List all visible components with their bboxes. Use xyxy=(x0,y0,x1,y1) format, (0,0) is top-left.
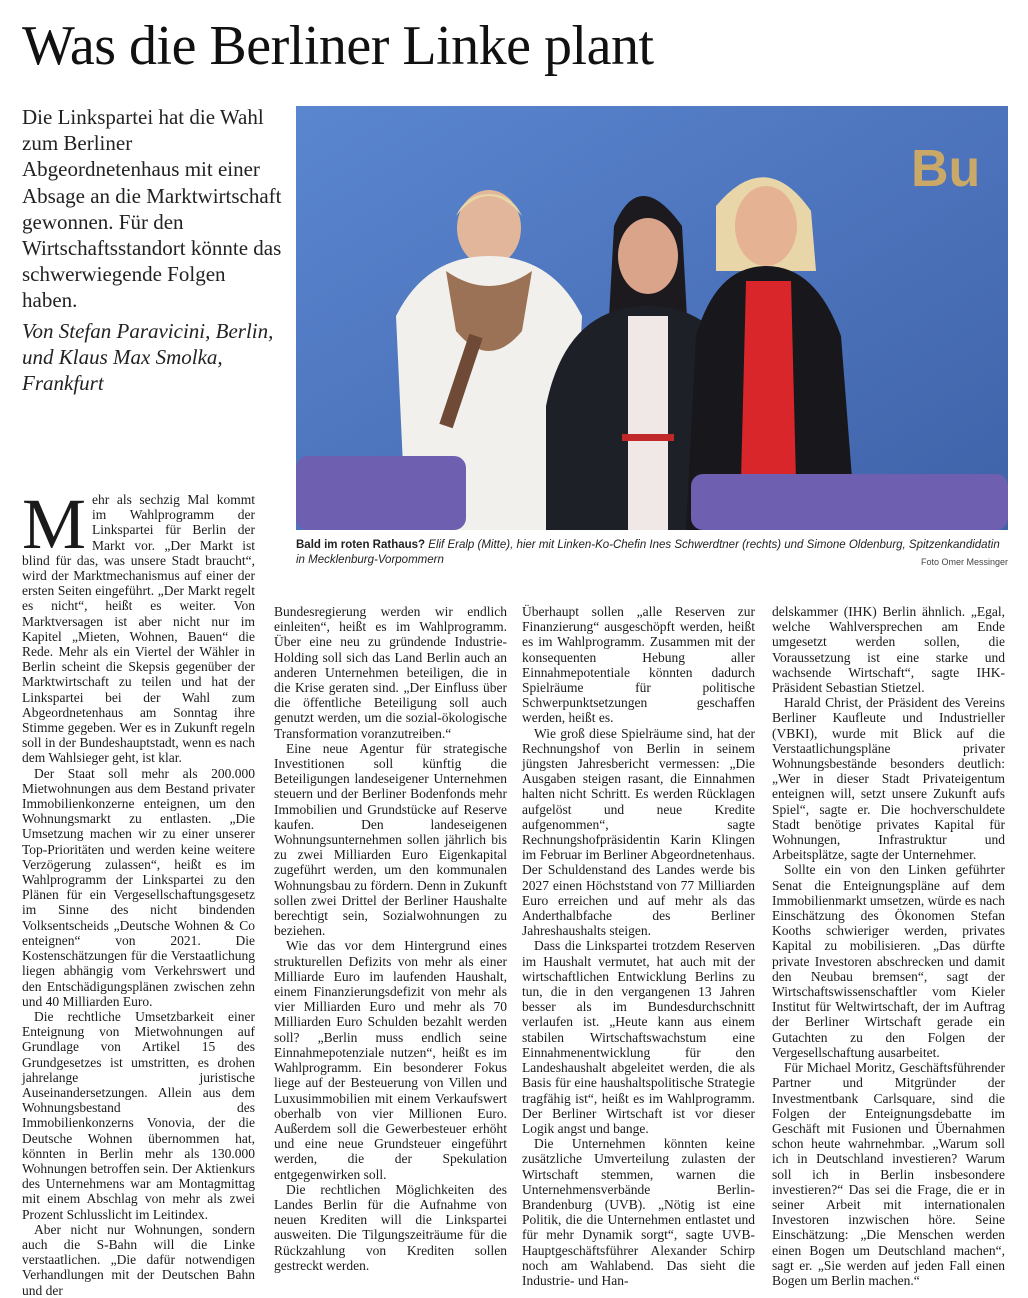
column-4 xyxy=(772,604,1005,1288)
caption-label: Bald im roten Rathaus? xyxy=(296,539,426,551)
podium-left xyxy=(296,456,466,530)
lead xyxy=(22,104,284,396)
article-photo xyxy=(296,106,1008,530)
paragraph: Bundesregierung werden wir endlich einleiten“, heißt es im Wahlprogramm. Über eine neu zu gründende Industrie-Holding soll sich das Land Berlin auch an anderen Unternehmen beteiligen, die in die Krise geraten sind. „Der Einfluss über die öffentliche Beteiligung soll auch genutzt werden, um die sozial-ökologische Transformation voranzutreiben.“ xyxy=(274,604,507,741)
paragraph: Dass die Linkspartei trotzdem Reserven im Haushalt vermutet, hat auch mit der wirtschaftlichen Entwicklung Berlins zu tun, die in den vergangenen 13 Jahren besser als im Bundesdurchschnitt verlaufen ist. „Heute kann aus einem stabilen Wirtschaftswachstum eine Einnahmenentwicklung für den Landeshaushalt abgeleitet werden, die als Basis für eine haushaltspolitische Strategie tragfähig ist“, heißt es im Wahlprogramm. Der Berliner Wirtschaft ist vor dieser Logik angst und bange. xyxy=(522,938,755,1136)
dropcap: M xyxy=(22,484,87,564)
paragraph: Wie groß diese Spielräume sind, hat der Rechnungshof von Berlin in seinem jüngsten Jahresbericht vermessen: „Die Ausgaben steigen rasant, die Einnahmen halten nicht Schritt. Es werden Rücklagen aufgelöst und neue Kredite aufgenommen“, sagte Rechnungshofpräsidentin Karin Klingen im Februar im Berliner Abgeordnetenhaus. Der Schuldenstand des Landes werde bis 2027 einen Höchststand von 77 Milliarden Euro erreichen und auf mehr als das Anderthalbfache des Berliner Jahreshaushalts steigen. xyxy=(522,725,755,939)
photo-caption xyxy=(296,538,1008,568)
paragraph: Die rechtliche Umsetzbarkeit einer Enteignung von Mietwohnungen auf Grundlage von Artikel 15 des Grundgesetzes ist umstritten, es drohen jahrelange juristische Auseinandersetzungen. Allein aus dem Wohnungsbestand des Immobilienkonzerns Vonovia, der die Deutsche Wohnen übernommen hat, könnten in Berlin mehr als 130.000 Wohnungen betroffen sein. Der Aktienkurs des Unternehmens war am Montagmittag mit einem Abschlag von mehr als zwei Prozent Schlusslicht im Leitindex. xyxy=(22,1008,255,1222)
paragraph: Eine neue Agentur für strategische Investitionen soll künftig die Beteiligungen landeseigener Unternehmen steuern und der Berliner Bodenfonds mehr Immobilien und Grundstücke auf Reserve kaufen. Den landeseigenen Wohnungsunternehmen sollen jährlich bis zu zwei Milliarden Euro Eigenkapital zugeführt werden, um den kommunalen Wohnungsbau zu fördern. Denn in Zukunft sollen zwei Drittel der Berliner Haushalte berechtigt sein, Sozialwohnungen zu beziehen. xyxy=(274,740,507,939)
paragraph: Die Unternehmen könnten keine zusätzliche Umverteilung zulasten der Wirtschaft stemmen, warnen die Unternehmensverbände Berlin-Brandenburg (UVB). „Nötig ist eine Politik, die die Unternehmen entlastet und für mehr Dynamik sorgt“, sagte UVB-Hauptgeschäftsführer Alexander Schirp noch am Wahlabend. Das sieht die Industrie- und Han- xyxy=(522,1136,755,1288)
paragraph: delskammer (IHK) Berlin ähnlich. „Egal, welche Wahlversprechen am Ende umgesetzt werden sollen, die Voraussetzung ist eine starke und wachsende Wirtschaft“, sagte IHK-Präsident Sebastian Stietzel. xyxy=(772,604,1005,696)
photo-illustration xyxy=(296,106,1008,530)
paragraph: Wie das vor dem Hintergrund eines strukturellen Defizits von mehr als einer Milliarde Euro im laufenden Haushalt, einem Finanzierungsdefizit von mehr als vier Milliarden Euro und mehr als 70 Milliarden Euro Schulden bezahlt werden soll? „Berlin muss endlich seine Einnahmepotenziale nutzen“, heißt es im Wahlprogramm. Ein besonderer Fokus liege auf der Besteuerung von Villen und Luxusimmobilien mit einem Verkaufswert oberhalb von vier Millionen Euro. Außerdem soll die Gewerbesteuer erhöht und eine neue Grundsteuer eingeführt werden, die der Spekulation entgegenwirken soll. xyxy=(274,938,507,1182)
paragraph: Überhaupt sollen „alle Reserven zur Finanzierung“ ausgeschöpft werden, heißt es im Wahlprogramm. Zusammen mit der konsequenten Hebung aller Einnahmepotentiale könnten dadurch Spielräume für politische Schwerpunktsetzungen geschaffen werden, heißt es. xyxy=(522,604,755,726)
byline: Von Stefan Paravicini, Berlin, und Klaus Max Smolka, Frankfurt xyxy=(22,318,274,396)
paragraph: Harald Christ, der Präsident des Vereins Berliner Kaufleute und Industrieller (VBKI), wurde mit Blick auf die Verstaatlichungspläne privater Wohnungsbestände besonders deutlich: „Wer in dieser Stadt Privateigentum enteignen will, setzt unsere Zukunft aufs Spiel“, sagte er. Die hochverschuldete Stadt benötige privates Kapital für Wohnungen, Infrastruktur und Arbeitsplätze, sagte der Unternehmer. xyxy=(772,695,1005,863)
paragraph: Die rechtlichen Möglichkeiten des Landes Berlin für die Aufnahme von neuen Krediten will die Linkspartei ausweiten. Die Tilgungszeiträume für die Rückzahlung von Krediten sollen gestreckt werden. xyxy=(274,1181,507,1273)
caption-text: Elif Eralp (Mitte), hier mit Linken-Ko-Chefin Ines Schwerdtner (rechts) und Simone Oldenburg, Spitzenkandidatin in Mecklenburg-Vorpommern xyxy=(296,539,1000,566)
lead-text: Die Linkspartei hat die Wahl zum Berliner Abgeordnetenhaus mit einer Absage an die Marktwirtschaft gewonnen. Für den Wirtschaftsstandort könnte das schwerwiegende Folgen haben. xyxy=(22,105,282,313)
column-2 xyxy=(274,604,507,1273)
sign-text: Bu xyxy=(911,140,981,198)
paragraph: Für Michael Moritz, Geschäftsführender Partner und Mitgründer der Investmentbank Carlsquare, sind die Folgen der Enteignungsdebatte im Geschäft mit Fusionen und Übernahmen schon heute wahrnehmbar. „Warum soll ich in Deutschland investieren? Warum soll ich in Berlin insbesondere investieren?“ Das sei die Frage, die er in seiner Arbeit mit internationalen Investoren inzwischen höre. Seine Einschätzung: „Die Menschen werden einen Bogen um Deutschland machen“, sagt er. „Sie werden auf jeden Fall einen Bogen um Berlin machen.“ xyxy=(772,1060,1005,1288)
paragraph: Aber nicht nur Wohnungen, sondern auch die S-Bahn will die Linke verstaatlichen. „Die dafür notwendigen Verhandlungen mit der Deutschen Bahn und der xyxy=(22,1221,255,1298)
podium-right xyxy=(691,474,1008,530)
column-1 xyxy=(22,484,255,1298)
column-3 xyxy=(522,604,755,1288)
paragraph: Mehr als sechzig Mal kommt im Wahlprogramm der Linkspartei für Berlin der Markt vor. „Der Markt ist blind für das, was unsere Stadt braucht“, wird der Marktmechanismus auf einer der ersten Seiten eingeführt. „Der Markt regelt es nicht“, heißt es weiter. Von Marktversagen ist aber nicht nur im Kapitel „Mieten, Wohnen, Bauen“ die Rede. Mehr als ein Viertel der Wähler in Berlin scheint die Skepsis gegenüber der Marktwirtschaft zu teilen und hat der Linkspartei bei der Wahl zum Abgeordnetenhaus am Sonntag ihre Stimme gegeben. Wer es in Zukunft regeln soll in der Bundeshauptstadt, wenn es nach dem Wahlsieger geht, ist klar. xyxy=(22,484,255,766)
paragraph: Der Staat soll mehr als 200.000 Mietwohnungen aus dem Bestand privater Immobilienkonzerne enteignen, um den Wohnungsmarkt zu entlasten. „Die Umsetzung machen wir zu einer unserer Top-Prioritäten und werden keine weitere Verzögerung zulassen“, heißt es im Wahlprogramm der Linkspartei zu den Plänen für ein Vergesellschaftungsgesetz im Sinne des nicht bindenden Volksentscheids „Deutsche Wohnen & Co enteignen“ von 2021. Die Kostenschätzungen für die Verstaatlichung liegen abhängig vom Verkehrswert und den Entschädigungsplänen zwischen zehn und 40 Milliarden Euro. xyxy=(22,765,255,1009)
headline: Was die Berliner Linke plant xyxy=(22,15,654,77)
paragraph: Sollte ein von den Linken geführter Senat die Enteignungspläne auf dem Immobilienmarkt umsetzen, würde es nach Einschätzung des Ökonomen Stefan Kooths schwieriger werden, privates Kapital zu mobilisieren. „Das dürfte private Investoren abschrecken und damit den Neubau bremsen“, sagt der Wirtschaftswissenschaftler vom Kieler Institut für Weltwirtschaft, der im Auftrag der Berliner Wirtschaft gerade ein Gutachten zu den Folgen der Vergesellschaftung ausarbeitet. xyxy=(772,862,1005,1060)
photo-credit: Foto Omer Messinger xyxy=(920,557,1008,567)
